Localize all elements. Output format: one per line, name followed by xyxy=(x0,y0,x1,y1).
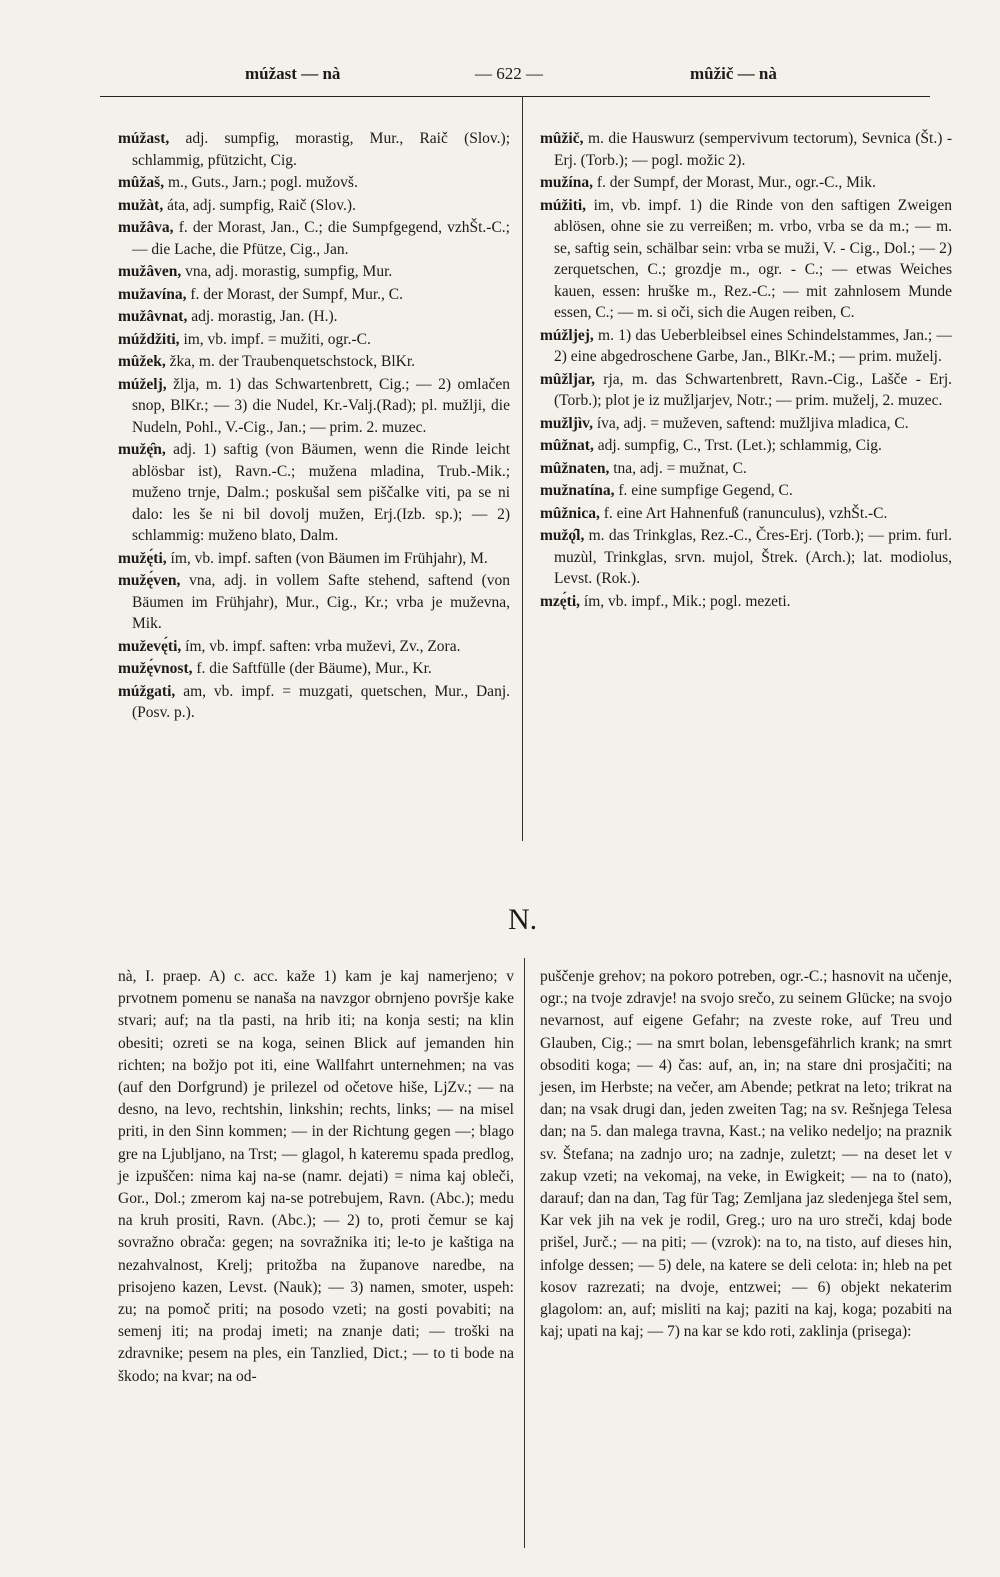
headword: mzę́ti, xyxy=(540,592,581,610)
header-rule xyxy=(100,96,930,97)
dictionary-entry xyxy=(540,195,952,324)
headword: mužína, xyxy=(540,174,593,191)
dictionary-entry xyxy=(118,128,510,171)
dictionary-entry xyxy=(540,591,952,613)
dictionary-entry xyxy=(540,128,952,171)
dictionary-entry xyxy=(540,413,952,435)
dictionary-entry xyxy=(118,374,510,439)
headword: mužâven, xyxy=(118,263,182,280)
dictionary-entry xyxy=(118,439,510,547)
headword: múželj, xyxy=(118,375,167,393)
entry-text: f. eine sumpfige Gegend, C. xyxy=(614,482,793,499)
entry-text: žlja, m. 1) das Schwartenbrett, Cig.; — 2) omlačen snop, BlKr.; — 3) die Nudel, Kr.-Valj.(Rad); pl. mužlji, die Nudeln, Pohl., V.-Cig., Jan.; — prim. 2. muzec. xyxy=(132,375,510,436)
headword: mužavína, xyxy=(118,285,187,303)
entry-text: rja, m. das Schwartenbrett, Ravn.-Cig., Lašče - Erj. (Torb.); plot je iz mužljarjev, Notr.; — prim. muželj, 2. muzec. xyxy=(554,370,952,409)
entry-text: ím, vb. impf. saften (von Bäumen im Frühjahr), M. xyxy=(166,549,488,567)
headword: múždžiti, xyxy=(118,330,180,348)
entry-text: ím, vb. impf. saften: vrba muževi, Zv., Zora. xyxy=(181,637,461,655)
column-top-right xyxy=(540,128,952,613)
column-bottom-left xyxy=(118,966,514,1388)
dictionary-entry xyxy=(540,369,952,412)
dictionary-entry xyxy=(540,435,952,457)
dictionary-entry xyxy=(540,525,952,590)
headword: múžast, xyxy=(118,130,170,147)
column-divider-bottom xyxy=(524,958,525,1548)
entry-text: íva, adj. = muževen, saftend: mužljiva mladica, C. xyxy=(592,414,909,432)
column-divider-top xyxy=(522,96,523,841)
dictionary-entry xyxy=(540,480,952,502)
headword: mužę́ti, xyxy=(118,549,167,567)
entry-text: im, vb. impf. 1) die Rinde von den saftigen Zweigen ablösen, ohne sie zu verreißen; m. vrbo, vrba se da m.; — m. se, saftig sein, schälbar sein: vrba se muži, V. - Cig., Dol.; — 2) zerquetschen, C.; grozdje m., ogr. - C.; — etwas Weiches kauen, essen: hruške m., Rez.-C.; — mit zahnlosem Munde essen, C.; — m. si oči, sich die Augen reiben, C. xyxy=(554,196,952,321)
headword: mužę́vnost, xyxy=(118,660,193,677)
headword: mužǫ̑l, xyxy=(540,527,585,544)
section-letter: N. xyxy=(508,903,538,936)
headword: muževę́ti, xyxy=(118,637,182,655)
dictionary-entry xyxy=(118,658,510,680)
headword: mûžek, xyxy=(118,353,166,370)
headword: mužâvnat, xyxy=(118,308,188,325)
dictionary-entry xyxy=(118,217,510,260)
headword: múžljej, xyxy=(540,326,594,344)
dictionary-entry xyxy=(540,325,952,368)
dictionary-entry xyxy=(540,503,952,525)
headword: múžiti, xyxy=(540,196,587,214)
entry-text: nà, I. praep. A) c. acc. kaže 1) kam je kaj namerjeno; v prvotnem pomenu se nanaša na navzgor obrnjeno površje kake stvari; auf; na tla pasti, na hrib iti; na konja sesti; na klin obesiti; ozreti se na koga, seinen Blick auf jemanden hin richten; na božjo pot iti, eine Wallfahrt unternehmen; na vas (auf den Dorfgrund) je prilezel od očetove hiše, LjZv.; — na desno, na levo, rechtshin, linkshin; rechts, links; — na misel priti, in den Sinn kommen; — in der Richtung gegen —; blago gre na Ljubljano, na Trst; — glagol, h kateremu spada predlog, je izpuščen: nima kaj na-se (namr. dejati) = nima kaj obleči, Gor., Dol.; zmerom kaj na-se potrebujem, Ravn. (Abc.); medu na kruh prositi, Ravn. (Abc.); — 2) to, proti čemur se kaj sovražno obrača: gegen; na sovražnika iti; le-to je kaštiga na nezahvalnost, Krelj; pritožba na županove naredbe, na prisojeno kazen, Levst. (Nauk); — 3) namen, smoter, uspeh: zu; na pomoč priti; na posodo vzeti; na gosti povabiti; na semenj iti; na prodaj imeti; na znanje dati; — troški na zdravnike; pesem na ples, ein Tanzlied, Dict.; — to ti bode na škodo; na kvar; na od- xyxy=(118,968,514,1385)
headword: mužnatína, xyxy=(540,482,615,499)
entry-text: f. die Saftfülle (der Bäume), Mur., Kr. xyxy=(192,660,432,677)
dictionary-entry xyxy=(118,570,510,635)
entry-text: f. der Sumpf, der Morast, Mur., ogr.-C., Mik. xyxy=(592,174,876,191)
entry-text: ím, vb. impf., Mik.; pogl. mezeti. xyxy=(580,592,791,610)
entry-text: adj. morastig, Jan. (H.). xyxy=(187,308,338,325)
entry-text: adj. sumpfig, C., Trst. (Let.); schlammig, Cig. xyxy=(593,437,882,454)
dictionary-entry xyxy=(118,284,510,306)
header-left-guideword: múžast — nà xyxy=(245,64,341,83)
entry-text: f. der Morast, Jan., C.; die Sumpfgegend, vzhŠt.-C.; — die Lache, die Pfütze, Cig., Jan. xyxy=(132,219,510,258)
dictionary-entry xyxy=(118,195,510,217)
entry-text: m., Guts., Jarn.; pogl. mužovš. xyxy=(164,174,358,191)
headword: mûžaš, xyxy=(118,174,165,191)
entry-text: m. 1) das Ueberbleibsel eines Schindelstammes, Jan.; — 2) eine abgedroschene Garbe, Jan., BlKr.-M.; — prim. muželj. xyxy=(554,326,952,365)
headword: mužàt, xyxy=(118,196,164,214)
headword: múžgati, xyxy=(118,682,176,700)
headword: mûžnaten, xyxy=(540,459,610,477)
page-header xyxy=(100,64,920,86)
entry-text: im, vb. impf. = mužiti, ogr.-C. xyxy=(179,330,371,348)
headword: mužâva, xyxy=(118,219,174,236)
entry-text: áta, adj. sumpfig, Raič (Slov.). xyxy=(163,196,356,214)
entry-text: f. der Morast, der Sumpf, Mur., C. xyxy=(186,285,404,303)
headword: mužę̑n, xyxy=(118,441,166,458)
header-right-guideword: mûžič — nà xyxy=(690,64,777,83)
entry-text: adj. 1) saftig (von Bäumen, wenn die Rinde leicht ablösbar ist), Ravn.-C.; mužena mladina, Trub.-Mik.; muženo trnje, Dalm.; poskušal sem piščalke viti, pa se ni dalo: les še ni bil dovolj mužen, Erj.(Izb. sp.); — 2) schlammig: muženo blato, Dalm. xyxy=(132,441,510,544)
entry-text: vna, adj. in vollem Safte stehend, saftend (von Bäumen im Frühjahr), Mur., Cig., Kr.; vrba je muževna, Mik. xyxy=(132,572,510,632)
entry-text: f. eine Art Hahnenfuß (ranunculus), vzhŠt.-C. xyxy=(599,504,888,522)
page-number: — 622 — xyxy=(475,64,543,83)
dictionary-entry xyxy=(118,636,510,658)
headword: mužę́ven, xyxy=(118,572,181,589)
entry-text: žka, m. der Traubenquetschstock, BlKr. xyxy=(165,353,416,370)
headword: mûžnat, xyxy=(540,437,594,454)
entry-text: m. das Trinkglas, Rez.-C., Čres-Erj. (Torb.); — prim. furl. muzùl, Trinkglas, srvn. mujol, Štrek. (Arch.); lat. modiolus, Levst. (Rok.). xyxy=(554,527,952,587)
dictionary-entry xyxy=(118,306,510,328)
entry-text: tna, adj. = mužnat, C. xyxy=(609,459,747,477)
dictionary-entry xyxy=(118,172,510,194)
column-bottom-right xyxy=(540,966,952,1343)
dictionary-entry xyxy=(540,458,952,480)
headword: mûžnica, xyxy=(540,504,600,522)
dictionary-entry xyxy=(118,351,510,373)
headword: mužljìv, xyxy=(540,414,593,432)
dictionary-entry xyxy=(118,261,510,283)
dictionary-entry xyxy=(118,548,510,570)
headword: mûžljar, xyxy=(540,370,595,388)
entry-text: puščenje grehov; na pokoro potreben, ogr.-C.; hasnovit na učenje, ogr.; na tvoje zdravje! na svojo srečo, zu seinem Glücke; na svojo nevarnost, auf eigene Gefahr; na zveste roke, auf Treu und Glauben, Cig.; — na smrt bolan, lebensgefährlich krank; na smrt obsoditi koga; — 4) čas: auf, an, in; na stare dni prosjačiti; na jesen, im Herbste; na večer, am Abende; petkrat na leto; trikrat na dan; na vsak drugi dan, jeden zweiten Tag; na sv. Rešnjega Telesa dan; na 5. dan malega travna, Kast.; na veliko nedeljo; na praznik sv. Štefana; na zadnjo uro; na zadnje, zuletzt; — na deset let v zakup vzeti; na vekomaj, na veke, in Ewigkeit; — na to (nato), darauf; dan na dan, Tag für Tag; Zemljana jaz sledenjega štel sem, Kar vek jih na vek je rodil, Greg.; uro na uro streči, kdaj bode prišel, Jurč.; — na piti; — (vzrok): na to, na tisto, auf dieses hin, infolge dessen; — 5) dele, na katere se deli celota: in; hleb na pet kosov razrezati; na dvoje, entzwei; — 6) objekt nekaterim glagolom: an, auf; misliti na kaj; paziti na kaj, koga; pozabiti na kaj; upati na kaj; — 7) na kar se kdo roti, zaklinja (prisega): xyxy=(540,968,952,1341)
dictionary-entry xyxy=(118,329,510,351)
headword: mûžič, xyxy=(540,130,584,147)
column-top-left xyxy=(118,128,510,725)
entry-text: am, vb. impf. = muzgati, quetschen, Mur., Danj. (Posv. p.). xyxy=(132,682,510,721)
dictionary-entry xyxy=(118,681,510,724)
entry-text: vna, adj. morastig, sumpfig, Mur. xyxy=(181,263,393,280)
dictionary-entry xyxy=(540,172,952,194)
entry-text: m. die Hauswurz (sempervivum tectorum), Sevnica (Št.) - Erj. (Torb.); — pogl. možic 2). xyxy=(554,130,952,169)
entry-text: adj. sumpfig, morastig, Mur., Raič (Slov.); schlammig, pfützicht, Cig. xyxy=(132,130,510,169)
